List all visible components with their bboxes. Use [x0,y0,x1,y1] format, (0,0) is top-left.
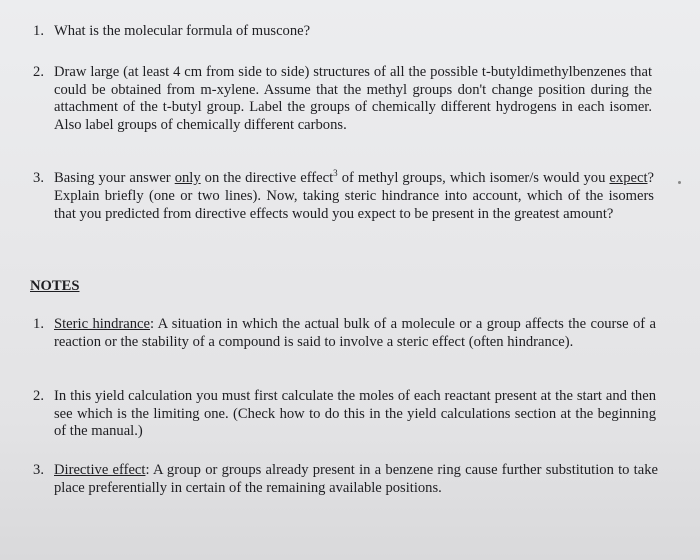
note-text: Directive effect: A group or groups already present in a benzene ring cause further substitution to take place preferentially in certain of the remaining available positions. [54,462,658,496]
note-text: In this yield calculation you must first calculate the moles of each reactant present at the start and then see which is the limiting one. (Check how to do this in the yield calculations section at the beginning of the manual.) [54,388,656,440]
note-number: 2. [33,388,44,404]
question-text: Basing your answer only on the directive effect$^3$ of methyl groups, which isomer/s would you expect? Explain briefly (one or two lines). Now, taking steric hindrance into account, which of the isomers that you predicted from directive effects would you expect to be present in the greatest amount? [54,168,654,222]
note-number: 1. [33,316,44,332]
question-text: What is the molecular formula of muscone? [54,23,311,39]
question-number: 1. [33,23,44,39]
note-text: Steric hindrance: A situation in which the actual bulk of a molecule or a group affects the course of a reaction or the stability of a compound is said to involve a steric effect (often hindrance). [54,316,656,350]
question-number: 2. [33,64,44,80]
note-term: Directive effect [54,462,146,478]
notes-heading: NOTES [30,278,80,294]
note-number: 3. [33,462,44,478]
question-number: 3. [33,170,44,186]
question-text: Draw large (at least 4 cm from side to side) structures of all the possible t-butyldimethylbenzenes that could be obtained from m-xylene. Assume that the methyl groups don't change position during the attachment of the t-butyl group. Label the groups of chemically different hydrogens in each isomer. Also label groups of chemically different carbons. [54,64,652,133]
note-term: Steric hindrance [54,316,150,332]
stray-mark [678,181,681,184]
